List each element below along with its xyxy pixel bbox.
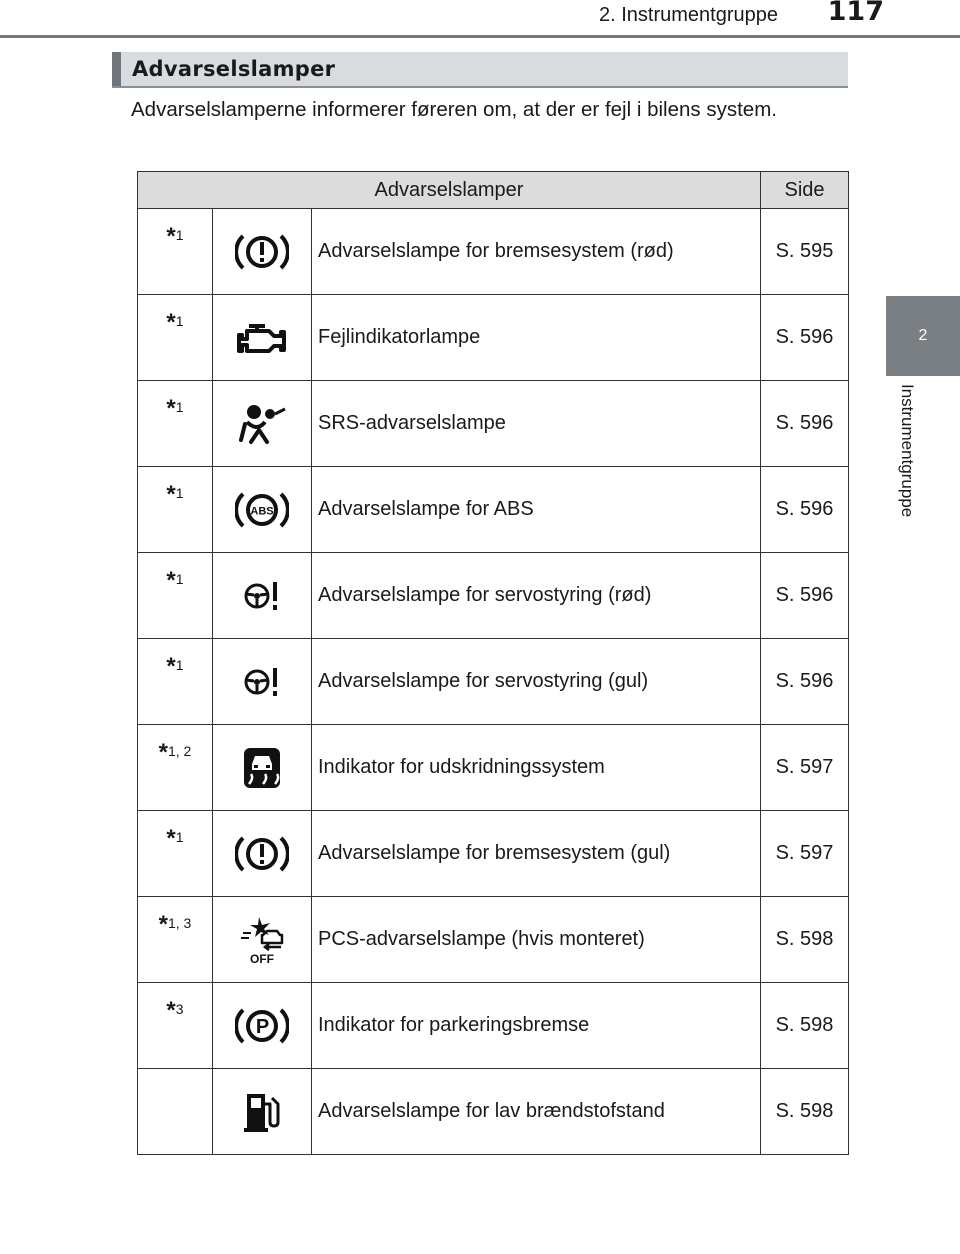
page-reference: S. 595 [761, 209, 849, 295]
footnote-mark: *$^1$ [138, 553, 213, 639]
page-number: 117 [827, 0, 884, 27]
footnote-mark [138, 1069, 213, 1155]
brake-warning-icon [213, 811, 312, 897]
table-row [138, 811, 849, 897]
table-row [138, 725, 849, 811]
page-reference: S. 598 [761, 983, 849, 1069]
page-reference: S. 598 [761, 1069, 849, 1155]
fuel-pump-icon [213, 1069, 312, 1155]
table-row [138, 553, 849, 639]
chapter-side-label [887, 384, 927, 554]
footnote-mark: *$^1$ [138, 295, 213, 381]
page-reference: S. 596 [761, 295, 849, 381]
lamp-description: Indikator for udskridningssystem [312, 725, 761, 811]
page-reference: S. 598 [761, 897, 849, 983]
page-reference: S. 596 [761, 553, 849, 639]
table-row [138, 295, 849, 381]
lamp-description: Advarselslampe for servostyring (gul) [312, 639, 761, 725]
page-reference: S. 597 [761, 725, 849, 811]
column-header-page: Side [761, 172, 849, 209]
chapter-title: 2. Instrumentgruppe [599, 4, 778, 26]
footnote-mark: *$^1$ [138, 209, 213, 295]
footnote-mark: *$^1$ [138, 811, 213, 897]
page-reference: S. 596 [761, 467, 849, 553]
svg-text:OFF: OFF [250, 951, 274, 965]
pcs-off-icon [213, 897, 312, 983]
abs-icon [213, 467, 312, 553]
table-row [138, 639, 849, 725]
engine-check-icon [213, 295, 312, 381]
warning-lights-table [137, 171, 849, 1155]
table-row [138, 897, 849, 983]
lamp-description: Advarselslampe for ABS [312, 467, 761, 553]
lamp-description: Advarselslampe for bremsesystem (rød) [312, 209, 761, 295]
chapter-tab-number: 2 [918, 327, 928, 344]
parking-brake-icon [213, 983, 312, 1069]
footnote-mark: *$^{1, 2}$ [138, 725, 213, 811]
column-header-lamps: Advarselslamper [138, 172, 761, 209]
footnote-mark: *$^{1, 3}$ [138, 897, 213, 983]
lamp-description: Advarselslampe for servostyring (rød) [312, 553, 761, 639]
table-row [138, 1069, 849, 1155]
lamp-description: PCS-advarselslampe (hvis monteret) [312, 897, 761, 983]
lamp-description: Advarselslampe for lav brændstofstand [312, 1069, 761, 1155]
page-reference: S. 597 [761, 811, 849, 897]
footnote-mark: *$^3$ [138, 983, 213, 1069]
table-row [138, 983, 849, 1069]
table-header-row [138, 172, 849, 209]
power-steering-icon [213, 639, 312, 725]
lamp-description: Indikator for parkeringsbremse [312, 983, 761, 1069]
lamp-description: Advarselslampe for bremsesystem (gul) [312, 811, 761, 897]
footnote-mark: *$^1$ [138, 467, 213, 553]
intro-paragraph: Advarselslamperne informerer føreren om, at der er fejl i bilens system. [131, 98, 777, 121]
header-divider [0, 35, 960, 38]
table-row [138, 209, 849, 295]
page-reference: S. 596 [761, 381, 849, 467]
lamp-description: Fejlindikatorlampe [312, 295, 761, 381]
table-row [138, 467, 849, 553]
lamp-description: SRS-advarselslampe [312, 381, 761, 467]
page-reference: S. 596 [761, 639, 849, 725]
skid-control-icon [213, 725, 312, 811]
section-title: Advarselslamper [132, 57, 336, 81]
footnote-mark: *$^1$ [138, 639, 213, 725]
svg-text:P: P [255, 1015, 270, 1038]
table-row [138, 381, 849, 467]
svg-text:ABS: ABS [250, 505, 274, 517]
chapter-tab [886, 296, 960, 376]
power-steering-icon [213, 553, 312, 639]
chapter-side-label-text: Instrumentgruppe [898, 384, 917, 518]
footnote-mark: *$^1$ [138, 381, 213, 467]
section-heading-bar [112, 52, 848, 88]
brake-warning-icon [213, 209, 312, 295]
srs-airbag-icon [213, 381, 312, 467]
